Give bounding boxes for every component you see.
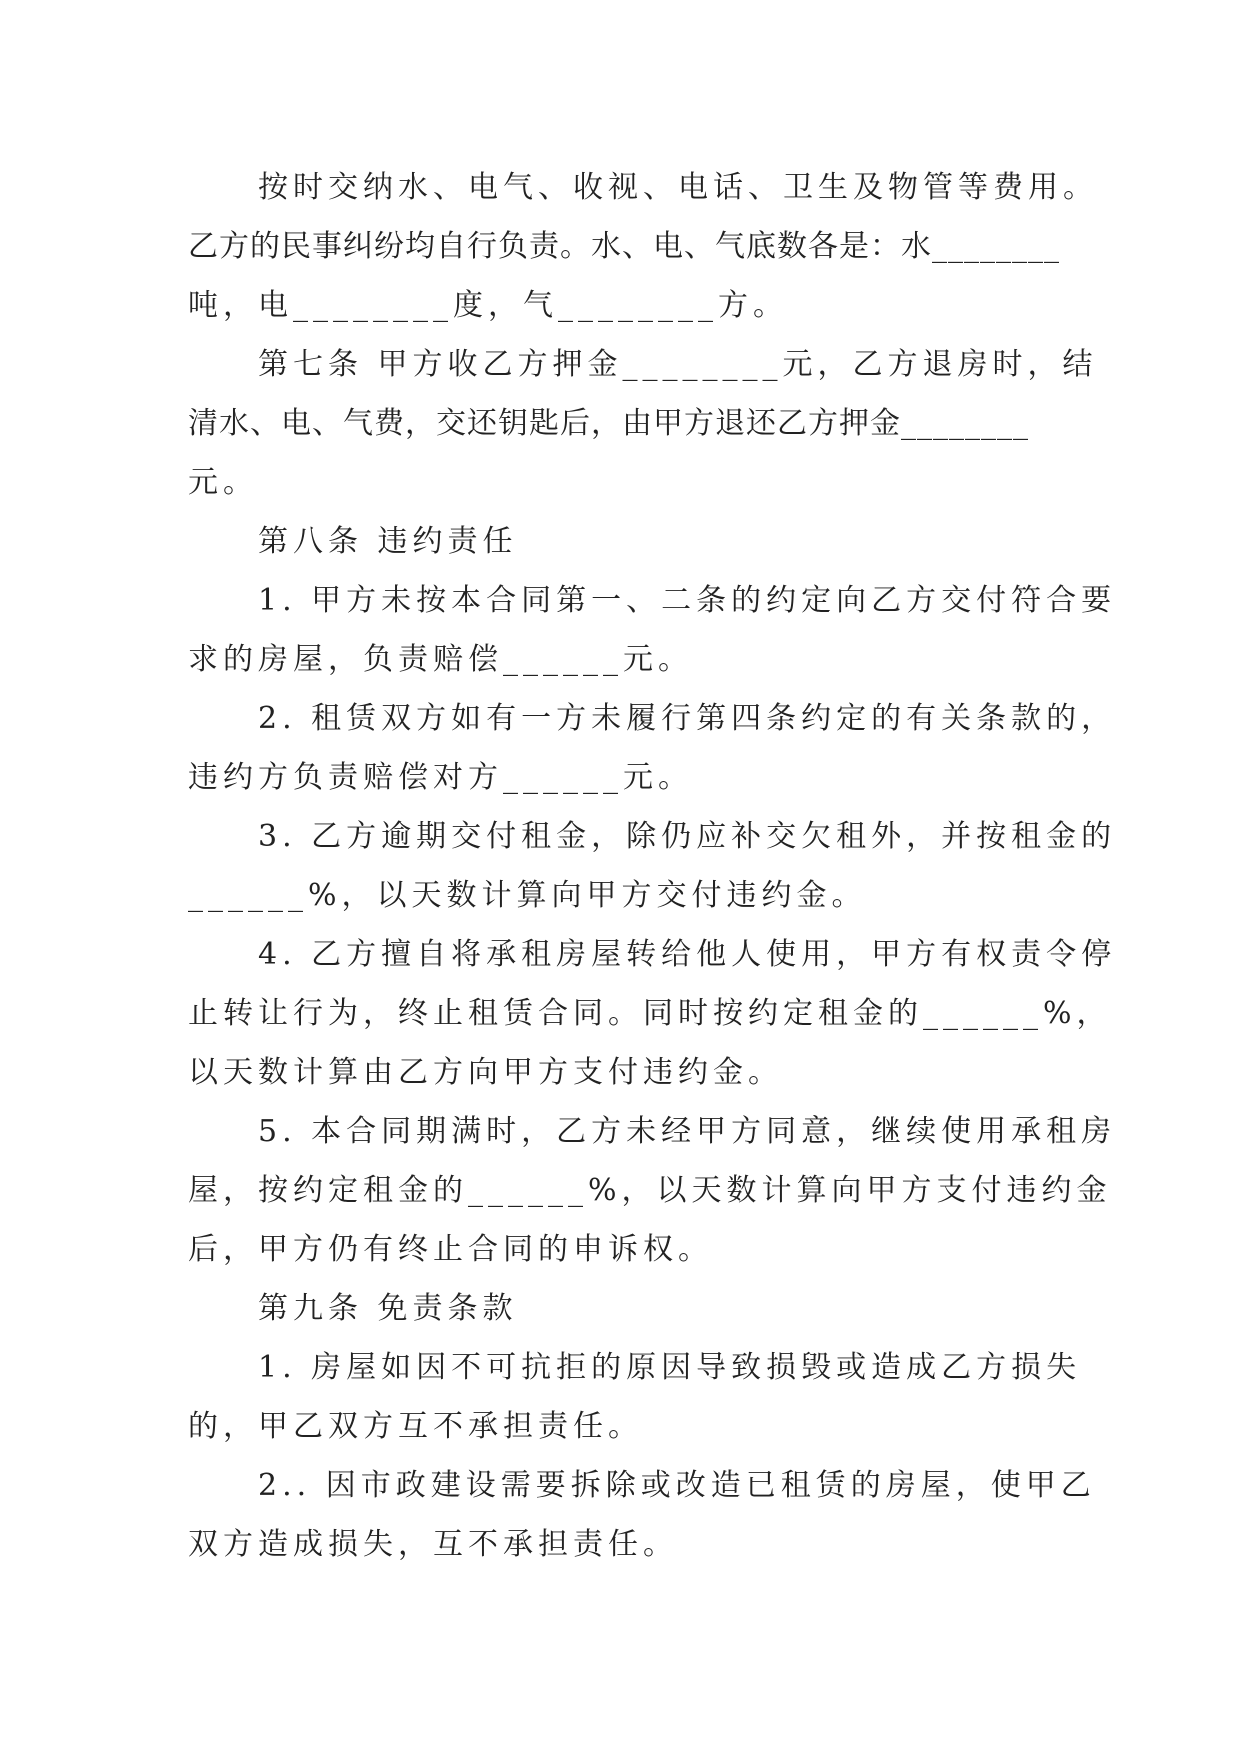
document-line: 第九条 免责条款 <box>258 1291 518 1326</box>
document-line: 双方造成损失，互不承担责任。 <box>188 1527 678 1562</box>
document-line: 屋，按约定租金的______%，以天数计算向甲方支付违约金 <box>188 1173 1112 1208</box>
document-line: 乙方的民事纠纷均自行负责。水、电、气底数各是：水________ <box>188 229 1060 264</box>
document-line: 1. 房屋如因不可抗拒的原因导致损毁或造成乙方损失 <box>258 1350 1082 1385</box>
document-line: 后，甲方仍有终止合同的申诉权。 <box>188 1232 713 1267</box>
document-line: 止转让行为，终止租赁合同。同时按约定租金的______%， <box>188 996 1112 1031</box>
document-line: 2.. 因市政建设需要拆除或改造已租赁的房屋，使甲乙 <box>258 1468 1096 1503</box>
document-line: 违约方负责赔偿对方______元。 <box>188 760 693 795</box>
document-body <box>188 158 1117 1574</box>
document-line: 清水、电、气费，交还钥匙后，由甲方退还乙方押金________ <box>188 406 1029 441</box>
document-line: 2. 租赁双方如有一方未履行第四条约定的有关条款的， <box>258 701 1117 736</box>
document-line: 求的房屋，负责赔偿______元。 <box>188 642 693 677</box>
document-line: 1. 甲方未按本合同第一、二条的约定向乙方交付符合要 <box>258 583 1117 618</box>
document-line: 第八条 违约责任 <box>258 524 518 559</box>
document-line: 按时交纳水、电气、收视、电话、卫生及物管等费用。 <box>258 170 1098 205</box>
document-line: ______%，以天数计算向甲方交付违约金。 <box>188 878 867 913</box>
document-line: 4. 乙方擅自将承租房屋转给他人使用，甲方有权责令停 <box>258 937 1117 972</box>
document-line: 的，甲乙双方互不承担责任。 <box>188 1409 643 1444</box>
document-line: 以天数计算由乙方向甲方支付违约金。 <box>188 1055 783 1090</box>
document-line: 5. 本合同期满时，乙方未经甲方同意，继续使用承租房 <box>258 1114 1117 1149</box>
document-line: 元。 <box>188 465 258 500</box>
document-line: 3. 乙方逾期交付租金，除仍应补交欠租外，并按租金的 <box>258 819 1117 854</box>
document-line: 吨，电________度，气________方。 <box>188 288 788 323</box>
document-line: 第七条 甲方收乙方押金________元，乙方退房时，结 <box>258 347 1098 382</box>
